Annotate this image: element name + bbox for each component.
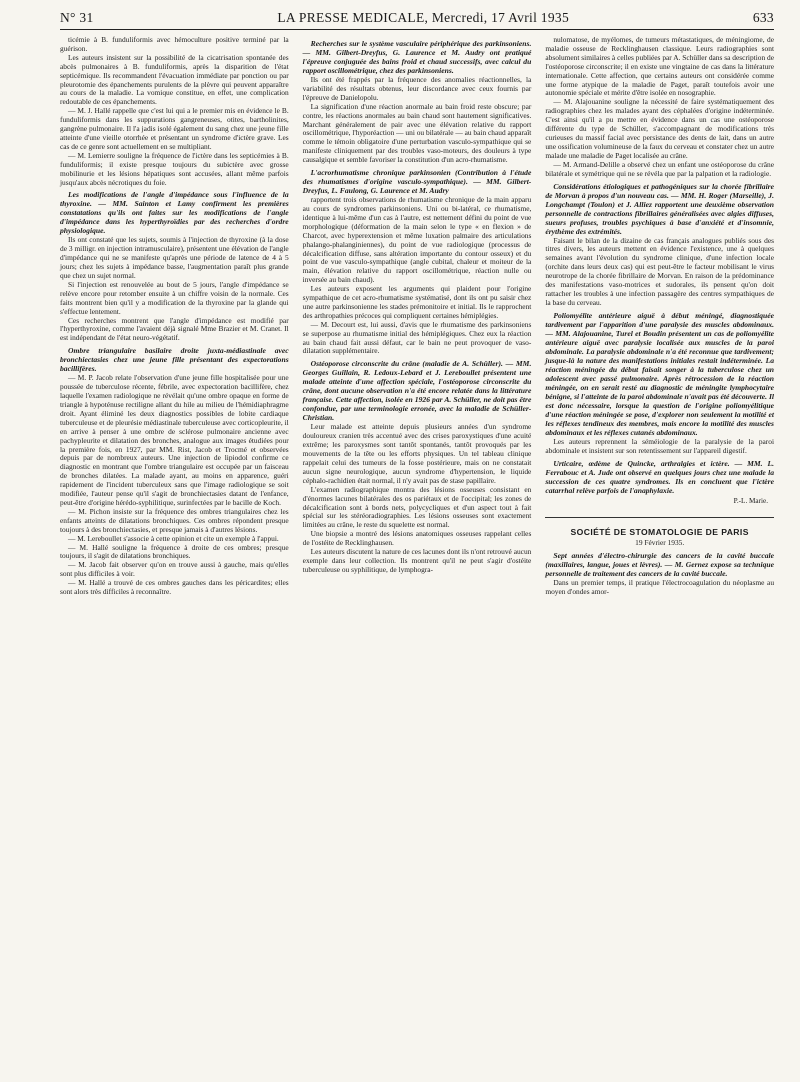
paragraph: Les auteurs insistent sur la possibilité de la cicatrisation spontanée des abcès pulmonaires à B. funduliformis, après la disparition de l'état septicémique. Ils recommandent l'évacuation immédiate par ponction ou par pleurotomie des épanchements purulents de la plèvre qui peuvent apparaître au cours de la maladie. La vomique constitue, en effet, une complication redoutable de ces épanchements. (60, 52, 289, 107)
paragraph: — M. J. Hallé rappelle que c'est lui qui a le premier mis en évidence le B. funduliformis dans les suppurations gangreneuses, otites, bartholinites, gangrène pulmonaire. Il l'a jadis isolé également du sang chez une jeune fille atteinte d'une vieille otorrhée et présentant un syndrome d'ictère grave. Les cas de ce genre sont actuellement en se multipliant. (60, 106, 289, 151)
column-left (60, 36, 289, 597)
paragraph: — M. Alajouanine souligne la nécessité de faire systématiquement des radiographies chez les malades ayant des céphalées d'origine indéterminée. C'est ainsi qu'il a pu mettre en évidence dans un cas une ostéoporose différente du type de Schüller, s'accompagnant de modifications très curieuses du massif facial avec persistance des dents de lait, dans un autre une ossification volumineuse de la faux du cerveau et constater chez un autre malade une maladie de Paget localisée au crâne. (545, 97, 775, 160)
article-heading: Urticaire, œdème de Quincke, arthralgies et ictère. — MM. L. Ferrabouc et A. Jude ont observé en quelques jours chez une malade la succession de ces quatre syndromes. Ils en concluent que l'ictère catarrhal relève parfois de l'anaphylaxie. (545, 458, 775, 495)
paragraph: — M. Lereboullet s'associe à cette opinion et cite un exemple à l'appui. (68, 533, 279, 543)
paragraph: — M. Pichon insiste sur la fréquence des ombres triangulaires chez les enfants atteints de dilatations bronchiques. Ces ombres répondent presque toujours à des bronchiectasies, et presque jamais à d'autres lésions. (60, 506, 289, 534)
paragraph: Les auteurs discutent la nature de ces lacunes dont ils n'ont retrouvé aucun exemple dans leur collection. Ils montrent qu'il ne peut s'agir d'ostéite tuberculeuse ou syphilitique, de lymphogra- (302, 547, 532, 574)
paragraph: Les auteurs reprennent la séméiologie de la paralysie de la paroi abdominale et insistent sur son retentissement sur l'appareil digestif. (545, 436, 775, 455)
society-heading: SOCIÉTÉ DE STOMATOLOGIE DE PARIS (545, 517, 774, 537)
author-signature: P.-L. Marie. (733, 496, 769, 505)
column-middle (303, 36, 532, 597)
article-heading: Ostéoporose circonscrite du crâne (maladie de A. Schüller). — MM. Georges Guillain, R. Ledoux-Lebard et J. Lereboullet présentent une malade atteinte d'une affection spéciale, l'ostéoporose circonscrite du crâne, dont aucune observation n'a été encore relatée dans la littérature française. Cette affection, isolée en 1926 par A. Schüller, ne doit pas être confondue, par une terminologie erronée, avec la maladie de Schüller-Christian. (302, 359, 532, 423)
paragraph: Les auteurs exposent les arguments qui plaident pour l'origine sympathique de cet acro-rhumatisme systématisé, dont ils ont pu saisir chez une autre parkinsonienne les stades prémonitoire et initial. Ils le rapprochent des arthropathies précoces qui compliquent certaines hémiplégies. (302, 284, 532, 320)
session-date: 19 Février 1935. (635, 538, 685, 548)
paragraph: — M. Hallé souligne la fréquence à droite de ces ombres; presque toujours, il s'agit de dilatations bronchiques. (60, 542, 289, 561)
paragraph: — M. P. Jacob relate l'observation d'une jeune fille hospitalisée pour une poussée de tuberculose récente, fébrile, avec expectoration bacillifère, chez laquelle l'examen radiologique ne révélait qu'une ombre opaque en forme de triangle à hypoténuse rectiligne allant du hile au milieu de l'hémidiaphragme droit. Ayant éliminé les deux diagnostics possibles de lobite cardiaque tuberculeuse et de pleurésie médiastinale tuberculeuse avec corticopleurite, il en arrive à penser à une ombre de sclérose pulmonaire ancienne avec pachypleurite et dilatation des bronches, analogue aux images étudiées pour la première fois, en 1927, par MM. Rist, Jacob et Trocmé et observées depuis par de nombreux auteurs. Une injection de lipiodol confirme ce diagnostic en montrant que l'ombre triangulaire est occupée par un faisceau de bronches dilatées. La malade ayant, au moins en apparence, guéri rapidement de l'incident tuberculeux sans que l'image radiologique se soit modifiée, l'auteur pense qu'il s'agit de bronchiectasies datant de l'enfance, peut-être d'origine hérédo-syphilitique, surinfectées par le bacille de Koch. (60, 373, 289, 507)
article-heading: Ombre triangulaire basilaire droite juxta-médiastinale avec bronchiectasies chez une jeune fille présentant des expectorations bacillifères. (60, 346, 289, 374)
paragraph: — M. Jacob fait observer qu'on en trouve aussi à gauche, mais qu'elles sont plus difficiles à voir. (60, 560, 289, 579)
paragraph: La signification d'une réaction anormale au bain froid reste obscure; par contre, les réactions anormales au bain chaud sont hautement significatives. Marchant généralement de pair avec une élévation relative du rapport oscillométrique, l'hyporéaction — uni ou bilatérale — au bain chaud apparaît comme le témoin obligatoire d'une perturbation vasculo-sympathique qui se manifeste cliniquement par des troubles vaso-moteurs, des douleurs à type causalgique et semble favoriser la constitution d'un acro-rhumatisme. (302, 101, 532, 165)
text-columns (60, 36, 774, 597)
paragraph: Dans un premier temps, il pratique l'électrocoagulation du néoplasme au moyen d'ondes amor- (545, 578, 775, 597)
paragraph: rapportent trois observations de rhumatisme chronique de la main apparu au cours de syndromes parkinsoniens. Uni ou bi-latéral, ce rhumatisme, identique à lui-même d'un cas à l'autre, est nettement défini du point de vue morphologique (déformation de la main selon le type « en flexion » de Charcot, avec hyperextension et même luxation palmaire des articulations phalango-phalanginiennes), du point de vue radiologique (processus de décalcification diffuse, sans altération importante du contour osseux) et du point de vue vasculo-sympathique (angle cubital, chaleur et moiteur de la main, élévation relative du rapport oscillométrique, réaction nulle ou inversée au bain chaud). (302, 195, 532, 285)
paragraph: Ils ont constaté que les sujets, soumis à l'injection de thyroxine (à la dose de 3 milligr. en injection intramusculaire), présentent une élévation de l'angle d'impédance qui ne se manifeste qu'après une période de latence de 4 à 5 jours; chez les sujets à impédance basse, l'augmentation paraît plus grande que chez un sujet normal. (60, 235, 289, 281)
article-heading: L'acrorhumatisme chronique parkinsonien (Contribution à l'étude des rhumatismes d'origine vasculo-sympathique). — MM. Gilbert-Dreyfus, L. Faulong, G. Laurence et M. Audry (302, 168, 532, 196)
paragraph: nulomatose, de myélomes, de tumeurs métastatiques, de méningiome, de maladie osseuse de Recklinghausen classique. Leurs radiographies sont absolument similaires à celles publiées par A. Schüller dans sa description de l'ostéoporose circonscrite; il en existe une vingtaine de cas dans la littérature internationale. Cette affection, que certains auteurs ont considérée comme une forme atypique de la maladie de Paget, paraît toutefois avoir une autonomie spéciale et mérite d'être isolée en nosographie. (545, 35, 775, 98)
paragraph: Ces recherches montrent que l'angle d'impédance est modifié par l'hyperthyroxine, comme l'avaient déjà signalé Mme Brazier et M. Cranet. Il est indépendant de l'état neuro-végétatif. (60, 315, 289, 343)
article-heading: Sept années d'électro-chirurgie des cancers de la cavité buccale (maxillaires, langue, joues et lèvres). — M. Gernez expose sa technique personnelle de traitement des cancers de la cavité buccale. (545, 551, 775, 579)
paragraph: — M. Lemierre souligne la fréquence de l'ictère dans les septicémies à B. funduliformis; il existe presque toujours du subictère avec grosse mobilinurie et les lésions hépatiques sont accusées, allant même parfois jusqu'aux abcès nécrotiques du foie. (60, 150, 289, 187)
page-number: 633 (752, 10, 774, 25)
article-heading: Considérations étiologiques et pathogéniques sur la chorée fibrillaire de Morvan à propos d'un nouveau cas. — MM. H. Roger (Marseille), J. Longchampt (Toulon) et J. Alliez rapportent une deuxième observation personnelle de contractions fibrillaires généralisées avec algies diffuses, sueurs profuses, troubles psychiques à base d'anxiété et d'insomnie, érythème des extrémités. (545, 181, 775, 236)
paragraph: — M. Decourt est, lui aussi, d'avis que le rhumatisme des parkinsoniens se superpose au rhumatisme initial des hémiplégiques. Chez eux la réaction au bain chaud fait aussi défaut, car le bain ne peut provoquer de vaso-dilatation supplémentaire. (302, 319, 532, 356)
issue-number: N° 31 (60, 10, 94, 25)
column-right (545, 36, 774, 597)
paragraph: Une biopsie a montré des lésions anatomiques osseuses rappelant celles de l'ostéite de Recklinghausen. (302, 529, 532, 548)
paragraph: — M. Armand-Delille a observé chez un enfant une ostéoporose du crâne bilatérale et symétrique qui ne se révéla que par la palpation et la radiologie. (545, 159, 775, 178)
paragraph: Faisant le bilan de la dizaine de cas français analogues publiés sous des titres divers, les auteurs mettent en évidence l'existence, une à quelques semaines avant l'évolution du syndrome clinique, d'une infection locale (orchite dans leurs deux cas) qui est peut-être le facteur mobilisant le virus neurotrope de la chorée fibrillaire de Morvan. En raison de la prédominance des manifestations vaso-motrices et sudorales, ils pensent qu'on doit rattacher les troubles à une infection passagère des centres sympathiques de la base du cerveau. (545, 235, 775, 307)
article-heading: Les modifications de l'angle d'impédance sous l'influence de la thyroxine. — MM. Sainton et Lamy confirment les premières constatations qu'ils ont faites sur les modifications de l'angle d'impédance dans les hyperthyroïdies par des recherches d'ordre physiologique. (60, 190, 289, 236)
paragraph: ticémie à B. funduliformis avec hémoculture positive terminé par la guérison. (60, 35, 289, 53)
paragraph: Leur malade est atteinte depuis plusieurs années d'un syndrome douloureux cranien très accentué avec des crises paroxystiques d'une acuité extrême; les paroxysmes sont tantôt spontanés, tantôt provoqués par les mouvements de la tête ou les efforts physiques. Un tel tableau clinique rappelait celui des tumeurs de la fosse postérieure, mais on ne constatait aucun signe neurologique, aucun syndrome d'hypertension, le liquide céphalo-rachidien était normal, il n'y avait pas de stase papillaire. (302, 422, 532, 485)
paragraph: — M. Hallé a trouvé de ces ombres gauches dans les péricardites; elles sont alors très difficiles à reconnaître. (60, 578, 289, 597)
article-heading: Recherches sur le système vasculaire périphérique des parkinsoniens. — MM. Gilbert-Dreyfus, G. Laurence et M. Audry ont pratiqué l'épreuve conjuguée des bains froid et chaud successifs, avec calcul du rapport oscillométrique, chez des parkinsoniens. (302, 39, 532, 75)
paragraph: Si l'injection est renouvelée au bout de 5 jours, l'angle d'impédance se relève encore pour retomber ensuite à un chiffre voisin de la normale. Ces faits montrent bien qu'il y a modification de la thyroxine par la glande qui s'effectue lentement. (60, 279, 289, 316)
page-header (60, 10, 774, 30)
paragraph: L'examen radiographique montra des lésions osseuses consistant en d'énormes lacunes bilatérales des os pariétaux et de l'occipital; les zones de décalcification sont à bords nets, polycycliques et d'un aspect tout à fait spécial sur les stéréoradiographies. Les lésions osseuses sont exactement limitées au crâne, le reste du squelette est normal. (302, 484, 532, 530)
journal-title: LA PRESSE MEDICALE, Mercredi, 17 Avril 1935 (277, 10, 569, 25)
paragraph: Ils ont été frappés par la fréquence des anomalies réactionnelles, la variabilité des résultats obtenus, leur discordance avec ceux fournis par l'épreuve de Danielopolu. (302, 75, 532, 102)
article-heading: Poliomyélite antérieure aiguë à début méningé, diagnostiquée tardivement par l'apparition d'une paralysie des muscles abdominaux. — MM. Alajouanine, Turel et Boudin présentent un cas de poliomyélite antérieure aiguë avec paralysie localisée aux muscles de la paroi abdominale. La paralysie abdominale n'a été reconnue que tardivement; jusque-là la nature des manifestations initiales restait indéterminée. La réaction méningée du début faisait songer à la tuberculose chez un adolescent avec passé pulmonaire. Après rétrocession de la réaction méningée, on en serait resté au diagnostic de méningite lymphocytaire bénigne, si l'atteinte de la paroi abdominale n'avait pas été découverte. Il est donc nécessaire, lorsque la question de l'origine poliomyélitique d'une réaction méningée se pose, d'explorer non seulement la motilité et les réflexes tendineux des membres, mais encore la motilité des muscles abdominaux et les réflexes cutanés abdominaux. (545, 310, 775, 437)
